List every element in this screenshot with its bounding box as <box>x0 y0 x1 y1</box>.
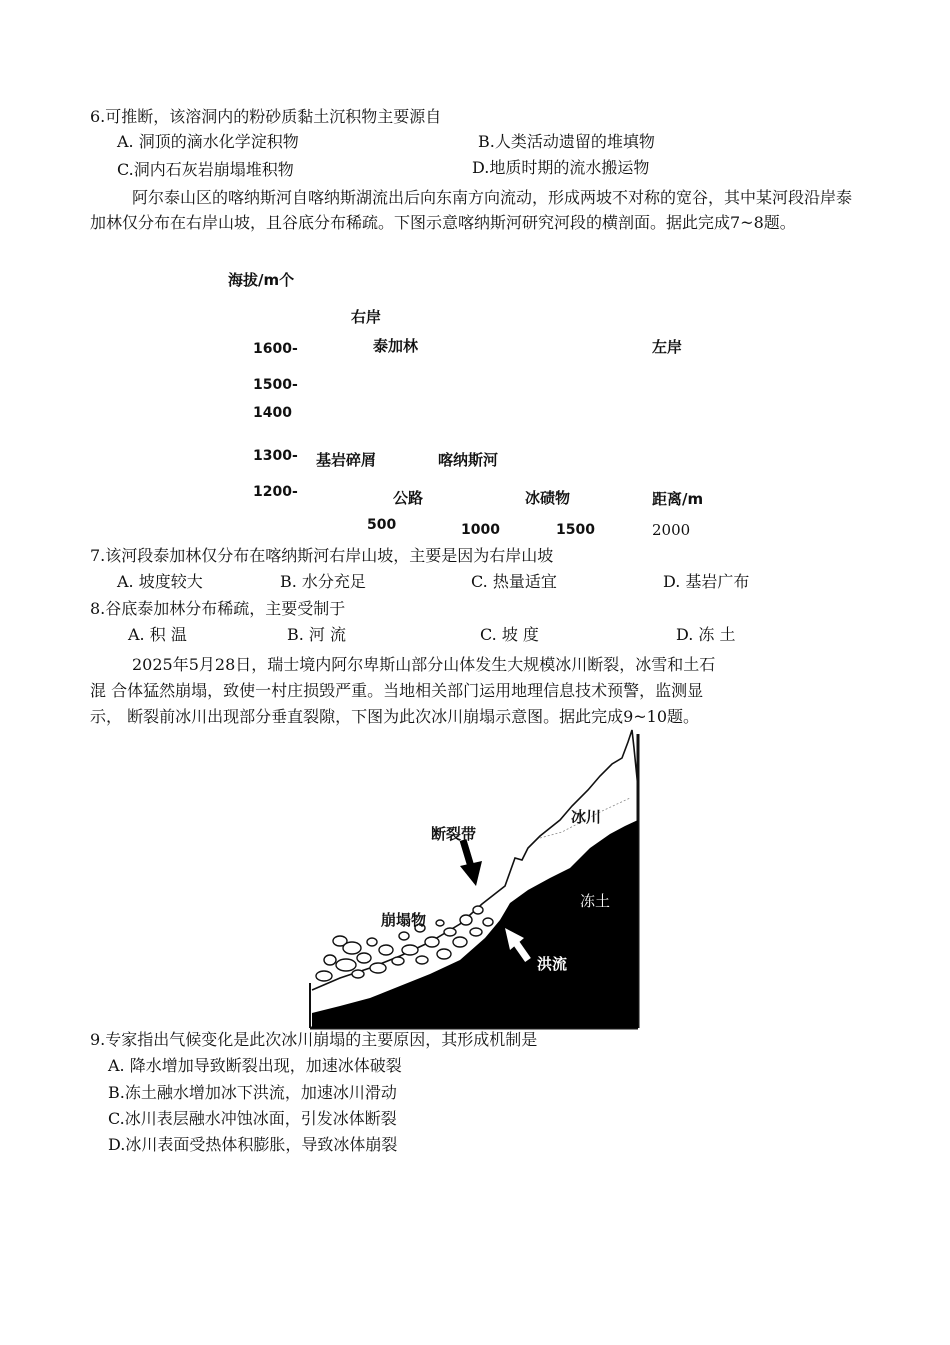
fig1-xtick-1000: 1000 <box>461 522 500 538</box>
passage-2-line-3: 示， 断裂前冰川出现部分垂直裂隙，下图为此次冰川崩塌示意图。据此完成9~10题。 <box>90 707 700 726</box>
passage-1: 阿尔泰山区的喀纳斯河自喀纳斯湖流出后向东南方向流动，形成两坡不对称的宽谷，其中某河段沿岸泰加林仅分布在右岸山坡，且谷底分布稀疏。下图示意喀纳斯河研究河段的横剖面。据此完成7~8题。 <box>90 188 853 232</box>
q7-option-c: C. 热量适宜 <box>471 572 557 591</box>
q9-stem: 9.专家指出气候变化是此次冰川崩塌的主要原因，其形成机制是 <box>90 1030 538 1049</box>
q9-option-d: D.冰川表面受热体积膨胀，导致冰体崩裂 <box>108 1135 398 1154</box>
q9-option-a: A. 降水增加导致断裂出现，加速冰体破裂 <box>108 1056 402 1075</box>
fig2-collapse-label: 崩塌物 <box>381 911 427 929</box>
q7-stem: 7.该河段泰加林仅分布在喀纳斯河右岸山坡，主要是因为右岸山坡 <box>90 546 554 565</box>
fig1-taiga-label: 泰加林 <box>373 337 419 355</box>
q8-option-b: B. 河 流 <box>287 625 347 644</box>
q8-option-c: C. 坡 度 <box>480 625 539 644</box>
fig1-ytick-1300: 1300- <box>253 448 298 464</box>
fig2-flood-label: 洪流 <box>537 955 568 973</box>
fig1-left-bank: 左岸 <box>652 338 683 356</box>
fig1-ytick-1200: 1200- <box>253 484 298 500</box>
q9-option-b: B.冻土融水增加冰下洪流，加速冰川滑动 <box>108 1083 397 1102</box>
fig2-fracture-label: 断裂带 <box>431 825 477 843</box>
fig2-permafrost-label: 冻土 <box>580 892 611 910</box>
fig1-xtick-2000: 2000 <box>652 521 691 539</box>
q6-option-a: A. 洞顶的滴水化学淀积物 <box>117 132 299 151</box>
q7-option-b: B. 水分充足 <box>280 572 366 591</box>
fig1-road-label: 公路 <box>393 489 424 507</box>
passage-2-line-2: 混 合体猛然崩塌，致使一村庄损毁严重。当地相关部门运用地理信息技术预警，监测显 <box>90 681 704 700</box>
fig1-river-label: 喀纳斯河 <box>438 451 499 469</box>
fig1-ytick-1400: 1400 <box>253 405 292 421</box>
q6-option-c: C.洞内石灰岩崩塌堆积物 <box>117 160 294 179</box>
q6-option-b: B.人类活动遗留的堆填物 <box>478 132 655 151</box>
q8-option-a: A. 积 温 <box>128 625 187 644</box>
passage-2-line-1: 2025年5月28日，瑞士境内阿尔卑斯山部分山体发生大规模冰川断裂，冰雪和土石 <box>132 655 716 674</box>
fig1-xlabel: 距离/m <box>652 490 704 508</box>
fig1-moraine-label: 冰碛物 <box>525 489 571 507</box>
q6-stem: 6.可推断，该溶洞内的粉砂质黏土沉积物主要源自 <box>90 107 442 126</box>
fig1-ylabel: 海拔/m个 <box>228 271 295 289</box>
glacier-collapse-diagram <box>300 728 645 1030</box>
q8-option-d: D. 冻 土 <box>676 625 736 644</box>
fig1-ytick-1500: 1500- <box>253 377 298 393</box>
q6-option-d: D.地质时期的流水搬运物 <box>472 158 650 177</box>
fig1-ytick-1600: 1600- <box>253 341 298 357</box>
fig1-right-bank: 右岸 <box>351 308 382 326</box>
q7-option-a: A. 坡度较大 <box>117 572 203 591</box>
fig2-glacier-label: 冰川 <box>571 808 602 826</box>
q9-option-c: C.冰川表层融水冲蚀冰面，引发冰体断裂 <box>108 1109 397 1128</box>
q7-option-d: D. 基岩广布 <box>663 572 750 591</box>
fig1-xtick-500: 500 <box>367 517 397 533</box>
q8-stem: 8.谷底泰加林分布稀疏，主要受制于 <box>90 599 346 618</box>
fig1-debris-label: 基岩碎屑 <box>316 451 377 469</box>
fig1-xtick-1500: 1500 <box>556 522 595 538</box>
